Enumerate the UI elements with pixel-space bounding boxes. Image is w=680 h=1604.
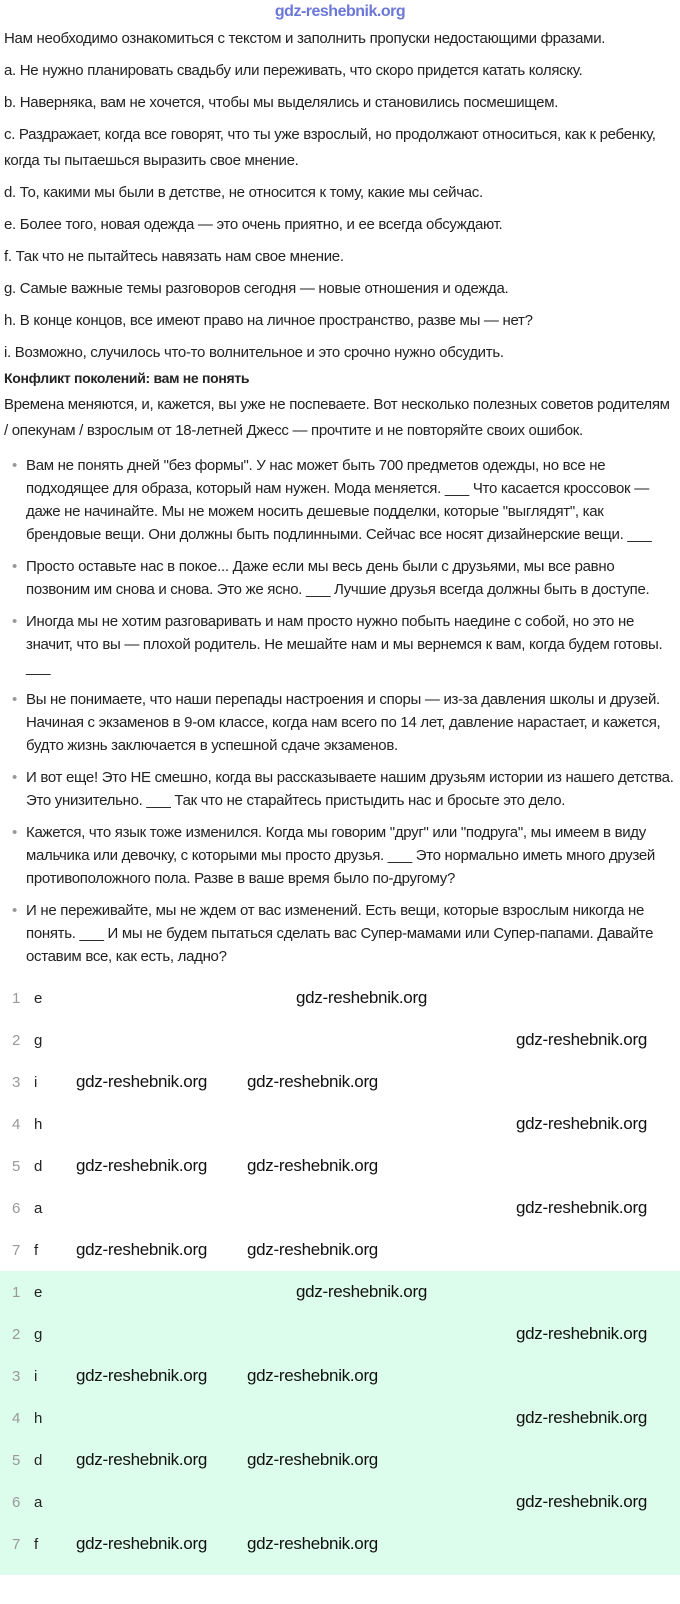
answer-number: 5 bbox=[12, 1157, 21, 1175]
bullet-item: • Вам не понять дней "без формы". У нас может быть 700 предметов одежды, но все не подходящее для образа, который нам нужен. Мода меняется. ___ Что касается кроссовок — даже не начинайте. Мы не можем носить дешевые подделки, которые "выглядят", как брендовые вещи. Они должны быть подлинными. Сейчас все носят дизайнерские вещи. ___ bbox=[26, 454, 676, 546]
answer-number: 2 bbox=[12, 1325, 21, 1343]
watermark: gdz-reshebnik.org bbox=[516, 1114, 647, 1133]
answer-value: a bbox=[34, 1493, 43, 1511]
option-b: b. Наверняка, вам не хочется, чтобы мы выделялись и становились посмешищем. bbox=[4, 94, 559, 111]
watermark: gdz-reshebnik.org bbox=[296, 988, 427, 1007]
bullet-item: • Просто оставьте нас в покое... Даже если мы весь день были с друзьями, мы все равно позвоним им снова и снова. Это же ясно. ___ Лучшие друзья всегда должны быть в доступе. bbox=[26, 555, 676, 601]
watermark: gdz-reshebnik.org bbox=[516, 1198, 647, 1217]
site-watermark: gdz-reshebnik.org bbox=[274, 3, 406, 20]
answer-number: 3 bbox=[12, 1367, 21, 1385]
answer-value: h bbox=[34, 1409, 43, 1427]
watermark: gdz-reshebnik.org bbox=[516, 1492, 647, 1511]
bullet-item: • И не переживайте, мы не ждем от вас изменений. Есть вещи, которые взрослым никогда не понять. ___ И мы не будем пытаться сделать вас Супер-мамами или Супер-папами. Давайте оставим все, как есть, ладно? bbox=[26, 899, 676, 968]
watermark: gdz-reshebnik.org bbox=[76, 1534, 207, 1553]
options-list bbox=[4, 58, 676, 366]
answer-value: d bbox=[34, 1451, 43, 1469]
answer-row bbox=[0, 1313, 680, 1355]
answer-value: d bbox=[34, 1157, 43, 1175]
answer-number: 2 bbox=[12, 1031, 21, 1049]
answers-list bbox=[0, 977, 680, 1271]
watermark: gdz-reshebnik.org bbox=[76, 1366, 207, 1385]
watermark: gdz-reshebnik.org bbox=[76, 1450, 207, 1469]
option-i: i. Возможно, случилось что-то волнительное и это срочно нужно обсудить. bbox=[4, 344, 504, 361]
answer-value: h bbox=[34, 1115, 43, 1133]
watermark: gdz-reshebnik.org bbox=[516, 1408, 647, 1427]
watermark: gdz-reshebnik.org bbox=[516, 1324, 647, 1343]
bullet-item: • Кажется, что язык тоже изменился. Когда мы говорим "друг" или "подруга", мы имеем в виду мальчика или девочку, с которыми мы просто друзья. ___ Это нормально иметь много друзей противоположного пола. Разве в ваше время было по-другому? bbox=[26, 821, 676, 890]
option-h: h. В конце концов, все имеют право на личное пространство, разве мы — нет? bbox=[4, 312, 533, 329]
article-bullets bbox=[4, 454, 676, 968]
answer-value: i bbox=[34, 1073, 38, 1091]
option-g: g. Самые важные темы разговоров сегодня — новые отношения и одежда. bbox=[4, 280, 509, 297]
answer-row bbox=[0, 1145, 680, 1187]
answer-number: 6 bbox=[12, 1493, 21, 1511]
answer-number: 4 bbox=[12, 1115, 21, 1133]
answer-row bbox=[0, 1439, 680, 1481]
watermark: gdz-reshebnik.org bbox=[246, 1156, 378, 1175]
watermark: gdz-reshebnik.org bbox=[246, 1240, 378, 1259]
answer-value: e bbox=[34, 1283, 43, 1301]
answer-value: e bbox=[34, 989, 43, 1007]
option-f: f. Так что не пытайтесь навязать нам свое мнение. bbox=[4, 248, 344, 265]
answer-number: 7 bbox=[12, 1535, 21, 1553]
answer-row bbox=[0, 977, 680, 1019]
answer-number: 5 bbox=[12, 1451, 21, 1469]
watermark: gdz-reshebnik.org bbox=[246, 1534, 378, 1553]
watermark: gdz-reshebnik.org bbox=[76, 1072, 207, 1091]
answer-value: f bbox=[34, 1241, 39, 1259]
answer-row bbox=[0, 1103, 680, 1145]
answers-list-highlighted bbox=[0, 1271, 680, 1575]
bullet-item: • И вот еще! Это НЕ смешно, когда вы рассказываете нашим друзьям истории из нашего детства. Это унизительно. ___ Так что не старайтесь пристыдить нас и бросьте это дело. bbox=[26, 766, 676, 812]
answer-row bbox=[0, 1355, 680, 1397]
watermark: gdz-reshebnik.org bbox=[76, 1156, 207, 1175]
option-d: d. То, какими мы были в детстве, не относится к тому, какие мы сейчас. bbox=[4, 184, 483, 201]
answer-number: 1 bbox=[12, 989, 21, 1007]
answer-number: 1 bbox=[12, 1283, 21, 1301]
option-c: c. Раздражает, когда все говорят, что ты уже взрослый, но продолжают относиться, как к ребенку, когда ты пытаешься выразить свое мнение. bbox=[4, 126, 656, 169]
article-intro: Времена меняются, и, кажется, вы уже не поспеваете. Вот несколько полезных советов родителям / опекунам / взрослым от 18-летней Джесс — прочтите и не повторяйте своих ошибок. bbox=[4, 396, 670, 439]
watermark: gdz-reshebnik.org bbox=[76, 1240, 207, 1259]
watermark: gdz-reshebnik.org bbox=[516, 1030, 647, 1049]
option-a: a. Не нужно планировать свадьбу или переживать, что скоро придется катать коляску. bbox=[4, 62, 583, 79]
answer-row bbox=[0, 1187, 680, 1229]
answer-row bbox=[0, 1019, 680, 1061]
answer-row bbox=[0, 1481, 680, 1523]
bullet-item: • Иногда мы не хотим разговаривать и нам просто нужно побыть наедине с собой, но это не значит, что вы — плохой родитель. Не мешайте нам и мы вернемся к вам, когда будем готовы. ___ bbox=[26, 610, 676, 679]
task-intro: Нам необходимо ознакомиться с текстом и заполнить пропуски недостающими фразами. bbox=[4, 30, 606, 47]
answer-number: 3 bbox=[12, 1073, 21, 1091]
answer-value: a bbox=[34, 1199, 43, 1217]
exercise bbox=[4, 26, 676, 968]
answer-number: 4 bbox=[12, 1409, 21, 1427]
answer-value: f bbox=[34, 1535, 39, 1553]
answer-number: 6 bbox=[12, 1199, 21, 1217]
watermark: gdz-reshebnik.org bbox=[246, 1450, 378, 1469]
article-title: Конфликт поколений: вам не понять bbox=[4, 370, 250, 386]
bullet-item: • Вы не понимаете, что наши перепады настроения и споры — из-за давления школы и друзей. Начиная с экзаменов в 9-ом классе, когда нам всего по 14 лет, давление нарастает, и кажется, будто жизнь заключается в успешной сдаче экзаменов. bbox=[26, 688, 676, 757]
answer-value: g bbox=[34, 1325, 43, 1343]
answer-row bbox=[0, 1271, 680, 1313]
watermark: gdz-reshebnik.org bbox=[246, 1072, 378, 1091]
answer-value: i bbox=[34, 1367, 38, 1385]
answer-row bbox=[0, 1229, 680, 1271]
watermark: gdz-reshebnik.org bbox=[296, 1282, 427, 1301]
answer-row bbox=[0, 1061, 680, 1103]
answer-row bbox=[0, 1397, 680, 1439]
watermark: gdz-reshebnik.org bbox=[246, 1366, 378, 1385]
answer-value: g bbox=[34, 1031, 43, 1049]
answer-number: 7 bbox=[12, 1241, 21, 1259]
answer-row bbox=[0, 1523, 680, 1565]
option-e: e. Более того, новая одежда — это очень приятно, и ее всегда обсуждают. bbox=[4, 216, 503, 233]
